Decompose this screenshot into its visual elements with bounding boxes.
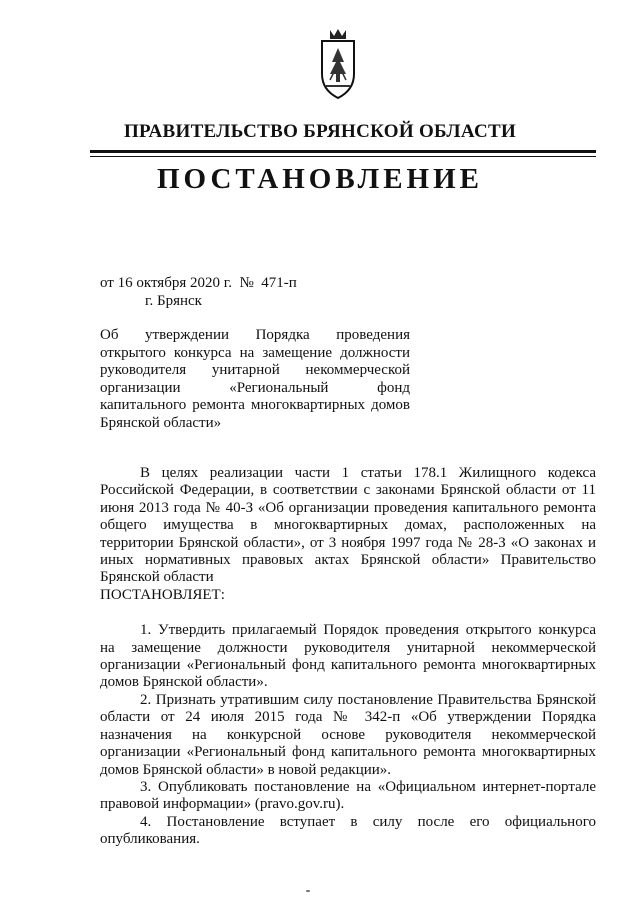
document-meta	[100, 274, 297, 310]
resolves-heading: ПОСТАНОВЛЯЕТ:	[100, 586, 225, 603]
coat-of-arms-emblem	[308, 28, 368, 100]
subject-text: Об утверждении Порядка проведения открытого конкурса на замещение должности руководителя унитарной некоммерческой организации «Региональный фонд капитального ремонта многоквартирных домов Брянской области»	[100, 327, 410, 431]
item-2: 2. Признать утратившим силу постановление Правительства Брянской области от 24 июля 2015 года № 342-п «Об утверждении Порядка назначения на конкурсной основе руководителя некоммерческой организации «Региональный фонд капитального ремонта многоквартирных домов Брянской области» в новой редакции».	[100, 691, 596, 778]
date-and-number: от 16 октября 2020 г. № 471-п	[100, 275, 297, 291]
government-name: ПРАВИТЕЛЬСТВО БРЯНСКОЙ ОБЛАСТИ	[123, 121, 517, 142]
document-type-title: ПОСТАНОВЛЕНИЕ	[156, 163, 483, 195]
document-body	[100, 465, 596, 849]
city: г. Брянск	[145, 293, 202, 309]
scan-speck	[306, 890, 310, 892]
item-3: 3. Опубликовать постановление на «Официальном интернет-портале правовой информации» (pravo.gov.ru).	[100, 778, 596, 813]
header-rule-thin	[90, 156, 596, 157]
item-4: 4. Постановление вступает в силу после его официального опубликования.	[100, 813, 596, 848]
header-rule-thick	[90, 150, 596, 153]
document-subject	[100, 327, 410, 432]
preamble-paragraph: В целях реализации части 1 статьи 178.1 Жилищного кодекса Российской Федерации, в соответствии с законами Брянской области от 11 июня 2013 года № 40-З «Об организации проведения капитального ремонта общего имущества в многоквартирных домах, расположенных на территории Брянской области», от 3 ноября 1997 года № 28-З «О законах и иных нормативных правовых актах Брянской области» Правительство Брянской области	[100, 465, 596, 586]
item-1: 1. Утвердить прилагаемый Порядок проведения открытого конкурса на замещение должности руководителя унитарной некоммерческой организации «Региональный фонд капитального ремонта многоквартирных домов Брянской области».	[100, 622, 596, 691]
